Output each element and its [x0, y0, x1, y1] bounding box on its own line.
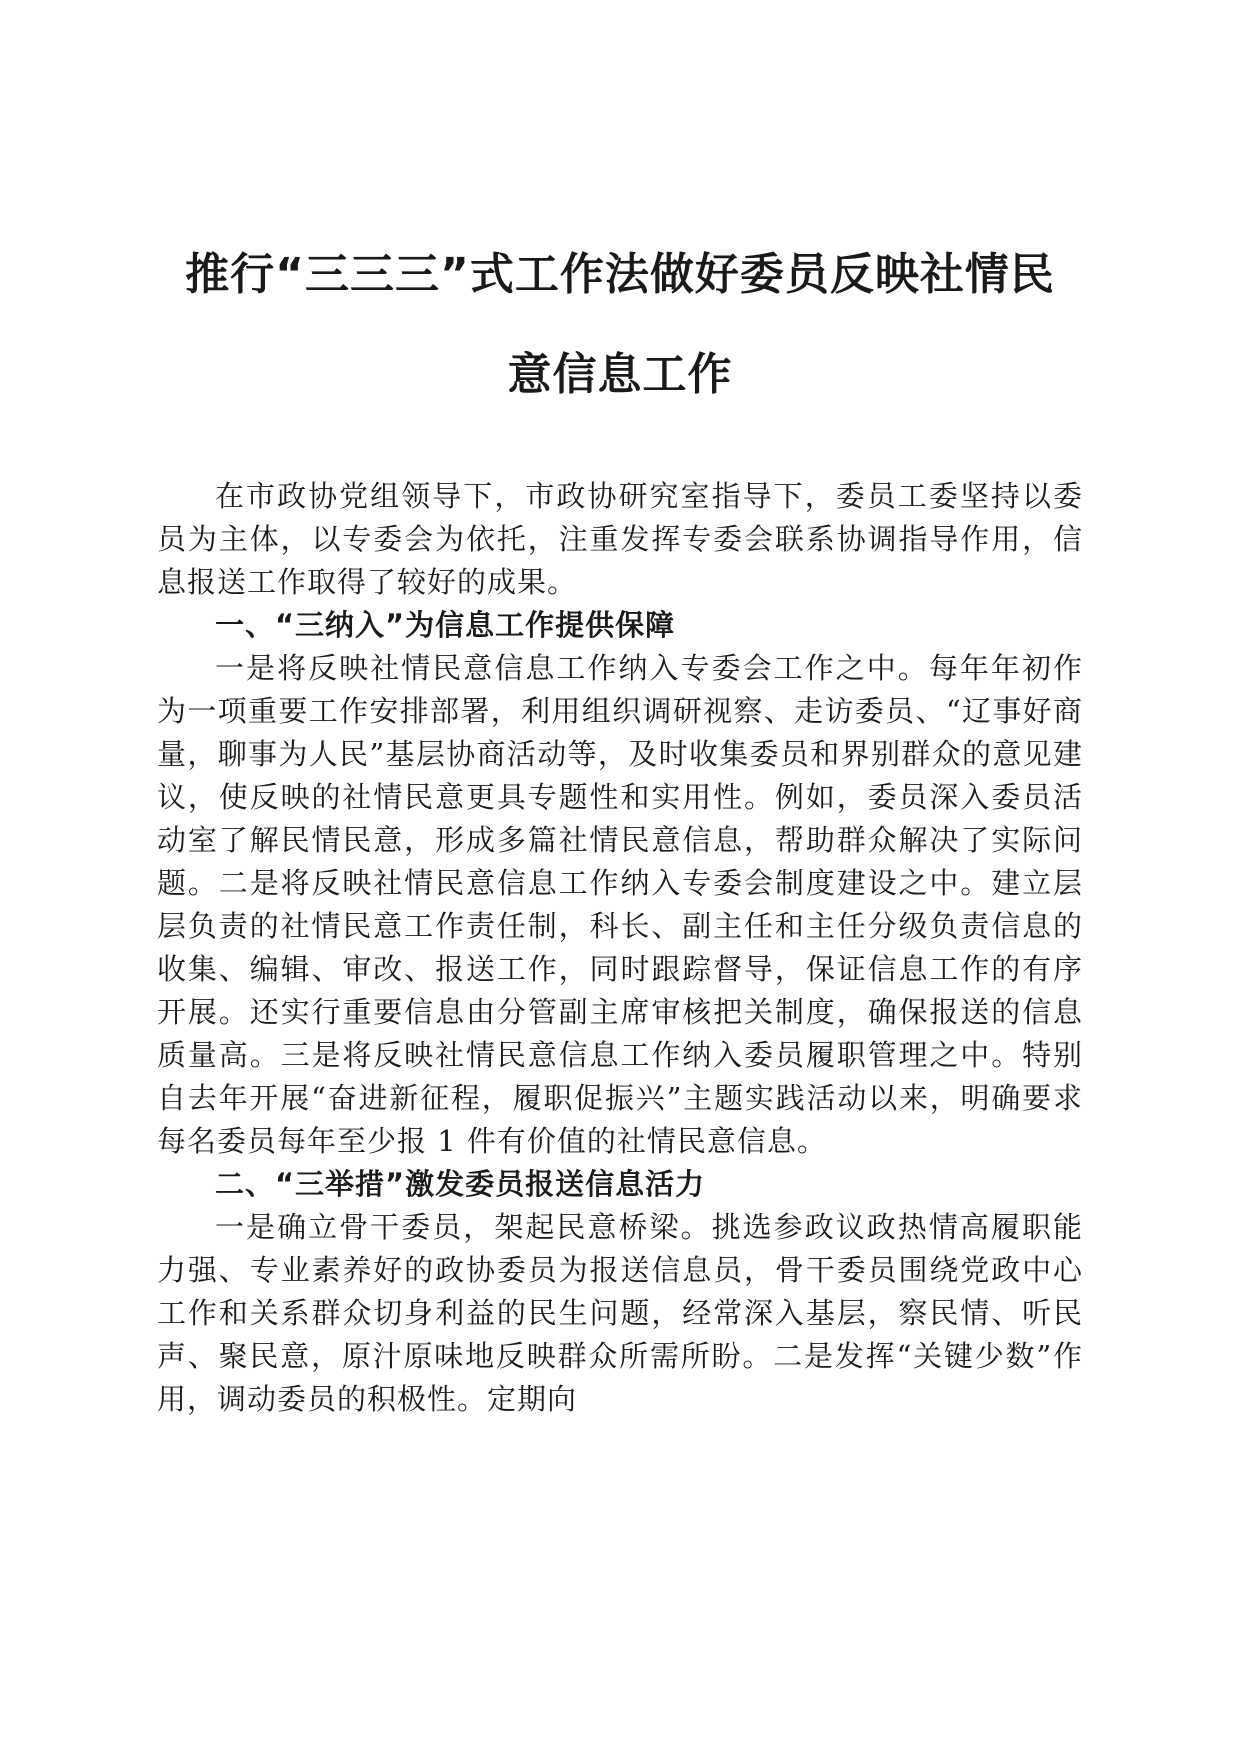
section-2-paragraph: 一是确立骨干委员，架起民意桥梁。挑选参政议政热情高履职能力强、专业素养好的政协委员为报送信息员，骨干委员围绕党政中心工作和关系群众切身利益的民生问题，经常深入基层，察民情、听民声、聚民意，原汁原味地反映群众所需所盼。二是发挥“关键少数”作用，调动委员的积极性。定期向 [157, 1210, 1083, 1416]
section-1-paragraph: 一是将反映社情民意信息工作纳入专委会工作之中。每年年初作为一项重要工作安排部署，利用组织调研视察、走访委员、“辽事好商量，聊事为人民”基层协商活动等，及时收集委员和界别群众的意见建议，使反映的社情民意更具专题性和实用性。例如，委员深入委员活动室了解民情民意，形成多篇社情民意信息，帮助群众解决了实际问题。二是将反映社情民意信息工作纳入专委会制度建设之中。建立层层负责的社情民意工作责任制，科长、副主任和主任分级负责信息的收集、编辑、审改、报送工作，同时跟踪督导，保证信息工作的有序开展。还实行重要信息由分管副主席审核把关制度，确保报送的信息质量高。三是将反映社情民意信息工作纳入委员履职管理之中。特别自去年开展“奋进新征程，履职促振兴”主题实践活动以来，明确要求每名委员每年至少报 1 件有价值的社情民意信息。 [157, 651, 1083, 1158]
document-body [157, 475, 1083, 1421]
document-title [150, 225, 1090, 425]
title-line-2: 意信息工作 [507, 349, 733, 400]
intro-paragraph: 在市政协党组领导下，市政协研究室指导下，委员工委坚持以委员为主体，以专委会为依托，注重发挥专委会联系协调指导作用，信息报送工作取得了较好的成果。 [157, 479, 1083, 599]
title-line-1: 推行“三三三”式工作法做好委员反映社情民 [185, 249, 1055, 300]
section-1-heading: 一、“三纳入”为信息工作提供保障 [215, 608, 676, 642]
section-2-heading: 二、“三举措”激发委员报送信息活力 [215, 1167, 706, 1201]
